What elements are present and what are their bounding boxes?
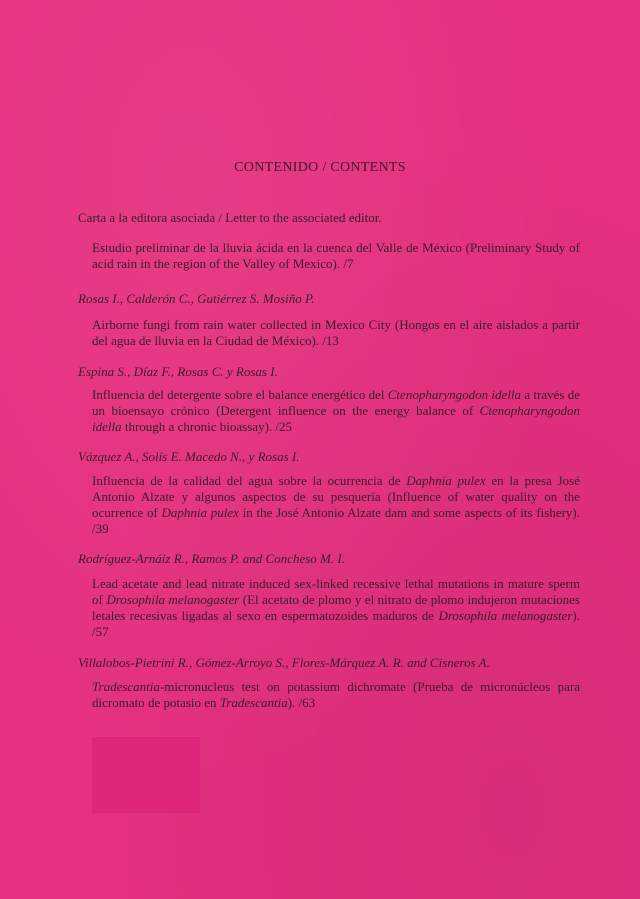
entry-3-text-part: a través de un bioensayo crónico (Detergent influence on the energy balance of xyxy=(92,387,580,418)
entry-4-text xyxy=(92,473,580,537)
entry-6-authors: Villalobos-Pietrini R., Gómez-Arroyo S., Flores-Márquez A. R. and Cisneros A. xyxy=(78,655,490,670)
entry-5-text-part: Lead acetate and lead nitrate induced sex-linked recessive lethal mutations in mature sperm of xyxy=(92,576,580,607)
entry-5-text-part: ). /57 xyxy=(92,608,580,639)
entry-4-authors: Vázquez A., Solís E. Macedo N., y Rosas I. xyxy=(78,449,300,464)
entry-5-text-part: (El acetato de plomo y el nitrato de plomo indujeron mutaciones letales recesivas ligadas al sexo en espermatozoides maduros de xyxy=(92,592,580,623)
species-name: Tradescantia xyxy=(92,679,160,694)
entry-2-text: Airborne fungi from rain water collected in Mexico City (Hongos en el aire aislados a partir del agua de lluvia en la Ciudad de México). /13 xyxy=(92,317,580,348)
entry-1-text: Estudio preliminar de la lluvia ácida en la cuenca del Valle de México (Preliminary Study of acid rain in the region of the Valley of Mexico). /7 xyxy=(92,240,580,271)
entry-3-authors: Espina S., Díaz F., Rosas C. y Rosas I. xyxy=(78,364,278,379)
letter-entry: Carta a la editora asociada / Letter to the associated editor. xyxy=(78,210,382,225)
species-name: Tradescantia xyxy=(219,695,288,710)
species-name: Daphnia pulex xyxy=(161,505,239,520)
entry-3-text-part: through a chronic bioassay). /25 xyxy=(121,419,293,434)
species-name: Daphnia pulex xyxy=(406,473,486,488)
species-name: Drosophila melanogaster xyxy=(438,608,573,623)
species-name: Drosophila melanogaster xyxy=(106,592,240,607)
entry-6-text-part: ). /63 xyxy=(287,695,316,710)
cover-patch xyxy=(92,737,200,813)
entry-3-text xyxy=(92,387,580,435)
entry-5-text xyxy=(92,576,580,640)
entry-3-text-part: Influencia del detergente sobre el balance energético del xyxy=(92,387,388,402)
species-name: Ctenopharyngodon idella xyxy=(387,387,522,402)
entry-4-text-part: en la presa José Antonio Alzate y algunos aspectos de su pesquería (Influence of water quality on the ocurrence of xyxy=(92,473,581,520)
entry-2-authors: Rosas I., Calderón C., Gutiérrez S. Mosiño P. xyxy=(78,291,315,306)
entry-6-text-part: -micronucleus test on potassium dichromate (Prueba de micronúcleos para dicromato de potasio en xyxy=(92,679,580,710)
entry-6-text xyxy=(92,679,580,711)
entry-5-authors: Rodríguez-Arnáiz R., Ramos P. and Concheso M. I. xyxy=(78,551,345,566)
species-name: Ctenopharyngodon idella xyxy=(92,403,580,434)
entry-4-text-part: Influencia de la calidad del agua sobre la ocurrencia de xyxy=(92,473,407,488)
contents-heading: CONTENIDO / CONTENTS xyxy=(234,160,406,175)
entry-4-text-part: in the José Antonio Alzate dam and some aspects of its fishery). /39 xyxy=(92,505,580,536)
